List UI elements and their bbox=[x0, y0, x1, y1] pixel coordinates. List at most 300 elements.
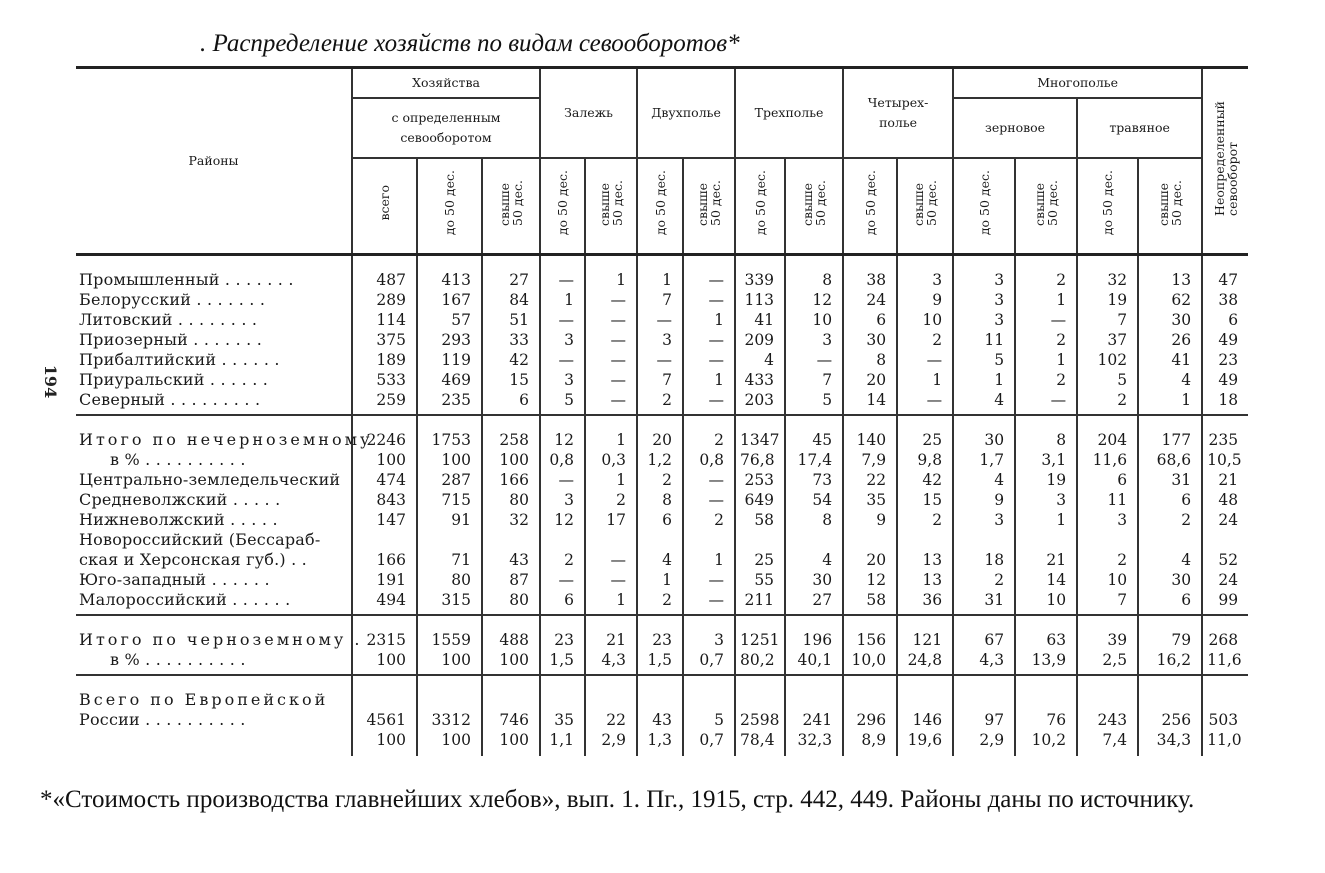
table-cell: 20 bbox=[843, 550, 897, 570]
table-cell bbox=[585, 675, 637, 710]
table-row bbox=[76, 390, 1248, 415]
table-cell: 0,7 bbox=[683, 650, 735, 675]
table-cell: 5 bbox=[953, 350, 1015, 370]
table-cell: — bbox=[540, 470, 585, 490]
table-cell: 2598 bbox=[735, 710, 785, 730]
table-cell: 8 bbox=[637, 490, 683, 510]
table-cell: 2 bbox=[1015, 370, 1077, 390]
table-cell: 3 bbox=[540, 330, 585, 350]
table-cell: 209 bbox=[735, 330, 785, 350]
table-cell: 433 bbox=[735, 370, 785, 390]
table-cell: 11,6 bbox=[1077, 450, 1138, 470]
table-cell: — bbox=[585, 310, 637, 330]
page-number: 194 bbox=[41, 364, 61, 399]
table-cell: 6 bbox=[843, 310, 897, 330]
table-cell: 1 bbox=[683, 550, 735, 570]
table-cell: 2,5 bbox=[1077, 650, 1138, 675]
table-cell: 100 bbox=[482, 730, 540, 756]
table-cell: — bbox=[637, 350, 683, 370]
table-cell: 10 bbox=[785, 310, 843, 330]
table-cell: 10 bbox=[1015, 590, 1077, 615]
table-cell: 7 bbox=[1077, 590, 1138, 615]
table-cell: 8 bbox=[1015, 415, 1077, 450]
row-label: Средневолжский . . . . . bbox=[79, 490, 281, 509]
table-cell: — bbox=[683, 570, 735, 590]
row-label: Итого по черноземному . bbox=[79, 630, 363, 649]
table-cell: 12 bbox=[843, 570, 897, 590]
table-cell: 4 bbox=[1138, 550, 1202, 570]
row-label: Белорусский . . . . . . . bbox=[79, 290, 266, 309]
table-cell: 12 bbox=[540, 415, 585, 450]
table-cell: 25 bbox=[897, 415, 953, 450]
table-cell: 2,9 bbox=[953, 730, 1015, 756]
table-cell: 1 bbox=[1015, 290, 1077, 310]
row-label: Малороссийский . . . . . . bbox=[76, 590, 352, 615]
table-cell: 91 bbox=[417, 510, 482, 530]
table-cell: 1,5 bbox=[540, 650, 585, 675]
subheader-upto50: до 50 дес. bbox=[540, 158, 585, 255]
table-cell: 5 bbox=[785, 390, 843, 415]
table-row bbox=[76, 675, 1248, 710]
table-cell: 121 bbox=[897, 615, 953, 650]
table-cell: 68,6 bbox=[1138, 450, 1202, 470]
table-cell: 1559 bbox=[417, 615, 482, 650]
row-label: Центрально-земледельческий bbox=[79, 470, 341, 489]
table-cell: 49 bbox=[1202, 370, 1248, 390]
table-cell: 21 bbox=[1015, 550, 1077, 570]
table-cell: 3 bbox=[953, 255, 1015, 291]
table-cell: 30 bbox=[843, 330, 897, 350]
header-three-field: Трехполье bbox=[735, 68, 843, 159]
table-cell: 80 bbox=[482, 590, 540, 615]
table-cell: 100 bbox=[417, 650, 482, 675]
table-cell: — bbox=[683, 470, 735, 490]
table-cell: 14 bbox=[1015, 570, 1077, 590]
table-cell: 375 bbox=[352, 330, 417, 350]
crop-rotation-table bbox=[76, 66, 1248, 756]
table-row bbox=[76, 255, 1248, 291]
table-cell: 55 bbox=[735, 570, 785, 590]
table-cell: 45 bbox=[785, 415, 843, 450]
table-cell: 15 bbox=[482, 370, 540, 390]
table-cell: 4 bbox=[785, 550, 843, 570]
table-cell: — bbox=[540, 350, 585, 370]
subheader-over50: свыше 50 дес. bbox=[585, 158, 637, 255]
table-cell: 26 bbox=[1138, 330, 1202, 350]
table-cell: 9 bbox=[843, 510, 897, 530]
table-cell bbox=[540, 675, 585, 710]
table-title-text: . Распределение хозяйств по видам севооборотов* bbox=[200, 30, 740, 57]
table-cell: 52 bbox=[1202, 550, 1248, 570]
subheader-upto50: до 50 дес. bbox=[1077, 158, 1138, 255]
table-cell: 2 bbox=[1015, 330, 1077, 350]
table-cell: 3,1 bbox=[1015, 450, 1077, 470]
table-cell: 1 bbox=[585, 415, 637, 450]
table-cell: 24,8 bbox=[897, 650, 953, 675]
table-cell: — bbox=[683, 350, 735, 370]
table-row bbox=[76, 590, 1248, 615]
table-cell bbox=[540, 530, 585, 550]
table-cell: 100 bbox=[352, 650, 417, 675]
table-cell: 31 bbox=[1138, 470, 1202, 490]
table-cell: 12 bbox=[540, 510, 585, 530]
table-cell: 3 bbox=[953, 310, 1015, 330]
table-cell: 24 bbox=[1202, 510, 1248, 530]
table-cell: 2 bbox=[1077, 550, 1138, 570]
table-cell: 31 bbox=[953, 590, 1015, 615]
table-cell: 9 bbox=[897, 290, 953, 310]
table-row bbox=[76, 350, 1248, 370]
row-label: Прибалтийский . . . . . . bbox=[79, 350, 280, 369]
table-cell: 649 bbox=[735, 490, 785, 510]
row-label: Литовский . . . . . . . . bbox=[79, 310, 258, 329]
table-cell: 20 bbox=[843, 370, 897, 390]
table-cell: 203 bbox=[735, 390, 785, 415]
table-cell: 293 bbox=[417, 330, 482, 350]
row-label: Всего по Европейской bbox=[79, 690, 329, 709]
table-cell: 2 bbox=[1077, 390, 1138, 415]
table-cell bbox=[637, 675, 683, 710]
table-cell: 27 bbox=[482, 255, 540, 291]
subheader-over50: свыше 50 дес. bbox=[897, 158, 953, 255]
table-cell: 2 bbox=[585, 490, 637, 510]
row-label: Итого по нечерноземному bbox=[79, 430, 373, 449]
subheader-upto50: до 50 дес. bbox=[637, 158, 683, 255]
table-cell: 1 bbox=[683, 310, 735, 330]
table-cell: 22 bbox=[585, 710, 637, 730]
row-label: Нижневолжский . . . . . bbox=[79, 510, 278, 529]
table-cell: 30 bbox=[1138, 310, 1202, 330]
row-label bbox=[76, 730, 352, 756]
table-cell: 6 bbox=[1138, 590, 1202, 615]
table-cell: 204 bbox=[1077, 415, 1138, 450]
subheader-over50: свыше 50 дес. bbox=[1015, 158, 1077, 255]
table-cell: 256 bbox=[1138, 710, 1202, 730]
table-cell: 3 bbox=[785, 330, 843, 350]
table-cell: 243 bbox=[1077, 710, 1138, 730]
table-cell: 7 bbox=[785, 370, 843, 390]
table-cell: 6 bbox=[1138, 490, 1202, 510]
table-cell: 16,2 bbox=[1138, 650, 1202, 675]
table-cell: 4 bbox=[637, 550, 683, 570]
table-cell: 4,3 bbox=[585, 650, 637, 675]
table-cell: 3 bbox=[1015, 490, 1077, 510]
table-cell: 8 bbox=[843, 350, 897, 370]
table-cell: 42 bbox=[482, 350, 540, 370]
table-cell: 27 bbox=[785, 590, 843, 615]
table-cell: — bbox=[585, 550, 637, 570]
table-cell: 20 bbox=[637, 415, 683, 450]
header-grain: зерновое bbox=[953, 98, 1077, 158]
table-cell bbox=[1138, 675, 1202, 710]
table-cell bbox=[1138, 530, 1202, 550]
table-cell: 10,5 bbox=[1202, 450, 1248, 470]
table-cell: 1347 bbox=[735, 415, 785, 450]
table-row bbox=[76, 290, 1248, 310]
table-cell: 259 bbox=[352, 390, 417, 415]
table-cell: 8,9 bbox=[843, 730, 897, 756]
table-cell bbox=[735, 530, 785, 550]
table-cell: 6 bbox=[482, 390, 540, 415]
header-regions: Районы bbox=[76, 68, 352, 255]
table-cell: 34,3 bbox=[1138, 730, 1202, 756]
table-cell: 1 bbox=[953, 370, 1015, 390]
table-cell: 19 bbox=[1015, 470, 1077, 490]
table-cell: — bbox=[1015, 390, 1077, 415]
table-cell bbox=[785, 530, 843, 550]
table-row bbox=[76, 550, 1248, 570]
table-cell bbox=[482, 675, 540, 710]
table-cell: 21 bbox=[585, 615, 637, 650]
table-cell bbox=[1077, 675, 1138, 710]
table-cell: 3 bbox=[1077, 510, 1138, 530]
table-cell: 71 bbox=[417, 550, 482, 570]
table-cell: 289 bbox=[352, 290, 417, 310]
table-cell: 494 bbox=[352, 590, 417, 615]
table-cell: 67 bbox=[953, 615, 1015, 650]
table-cell: 4 bbox=[1138, 370, 1202, 390]
table-cell: 11,6 bbox=[1202, 650, 1248, 675]
table-cell: 1 bbox=[1138, 390, 1202, 415]
table-cell bbox=[897, 530, 953, 550]
table-cell: 5 bbox=[540, 390, 585, 415]
table-cell bbox=[683, 675, 735, 710]
table-cell bbox=[1077, 530, 1138, 550]
table-cell: 1 bbox=[1015, 510, 1077, 530]
table-cell: 4 bbox=[953, 470, 1015, 490]
table-cell: 3 bbox=[953, 510, 1015, 530]
table-cell: 235 bbox=[417, 390, 482, 415]
header-undefined-rotation-text: Неопределенный севооборот bbox=[1211, 100, 1240, 216]
table-cell: 2 bbox=[637, 590, 683, 615]
table-cell: 11 bbox=[953, 330, 1015, 350]
table-cell: — bbox=[540, 255, 585, 291]
row-label: Приуральский . . . . . . bbox=[79, 370, 269, 389]
table-cell: 11,0 bbox=[1202, 730, 1248, 756]
table-cell: 7 bbox=[1077, 310, 1138, 330]
table-cell: 746 bbox=[482, 710, 540, 730]
table-cell: 1 bbox=[585, 590, 637, 615]
table-cell: 10 bbox=[897, 310, 953, 330]
table-cell bbox=[1202, 675, 1248, 710]
table-cell: 6 bbox=[540, 590, 585, 615]
table-cell: 5 bbox=[683, 710, 735, 730]
subheader-over50: свыше 50 дес. bbox=[482, 158, 540, 255]
table-cell bbox=[953, 675, 1015, 710]
table-cell: — bbox=[585, 570, 637, 590]
table-cell: 166 bbox=[352, 550, 417, 570]
row-label: России . . . . . . . . . . bbox=[79, 710, 246, 729]
table-cell: 196 bbox=[785, 615, 843, 650]
table-title bbox=[40, 30, 740, 58]
table-cell: 58 bbox=[843, 590, 897, 615]
table-cell: 113 bbox=[735, 290, 785, 310]
table-cell bbox=[785, 675, 843, 710]
table-cell: 4561 bbox=[352, 710, 417, 730]
table-cell: 18 bbox=[953, 550, 1015, 570]
table-cell: 84 bbox=[482, 290, 540, 310]
table-cell bbox=[1202, 530, 1248, 550]
table-row bbox=[76, 310, 1248, 330]
table-cell: 1,1 bbox=[540, 730, 585, 756]
table-cell: 13,9 bbox=[1015, 650, 1077, 675]
header-two-field: Двухполье bbox=[637, 68, 735, 159]
table-cell: — bbox=[683, 290, 735, 310]
table-cell: 119 bbox=[417, 350, 482, 370]
table-cell: 1,5 bbox=[637, 650, 683, 675]
table-cell: 80 bbox=[482, 490, 540, 510]
table-cell: 1251 bbox=[735, 615, 785, 650]
table-cell: 13 bbox=[897, 550, 953, 570]
table-cell: 2 bbox=[637, 470, 683, 490]
table-row bbox=[76, 470, 1248, 490]
table-cell: 19,6 bbox=[897, 730, 953, 756]
table-cell: 4 bbox=[735, 350, 785, 370]
table-cell: 17 bbox=[585, 510, 637, 530]
table-cell: 2 bbox=[1015, 255, 1077, 291]
table-row bbox=[76, 490, 1248, 510]
table-cell: 99 bbox=[1202, 590, 1248, 615]
footnote: *«Стоимость производства главнейших хлебов», вып. 1. Пг., 1915, стр. 442, 449. Районы даны по источнику. bbox=[40, 786, 1195, 813]
table-cell: 23 bbox=[1202, 350, 1248, 370]
table-cell bbox=[735, 675, 785, 710]
table-cell: 2 bbox=[540, 550, 585, 570]
table-cell: 114 bbox=[352, 310, 417, 330]
row-label: Юго-западный . . . . . . bbox=[79, 570, 270, 589]
table-cell: 7,4 bbox=[1077, 730, 1138, 756]
row-label: в % . . . . . . . . . . bbox=[110, 450, 246, 469]
table-cell: 253 bbox=[735, 470, 785, 490]
table-cell: 78,4 bbox=[735, 730, 785, 756]
table-cell: 2315 bbox=[352, 615, 417, 650]
table-cell: — bbox=[897, 350, 953, 370]
row-label: Промышленный . . . . . . . bbox=[79, 270, 294, 289]
table-cell: — bbox=[1015, 310, 1077, 330]
table-cell: 715 bbox=[417, 490, 482, 510]
table-cell: 2 bbox=[897, 330, 953, 350]
table-cell: 32,3 bbox=[785, 730, 843, 756]
table-cell: 49 bbox=[1202, 330, 1248, 350]
table-cell: 76 bbox=[1015, 710, 1077, 730]
table-cell: 6 bbox=[1202, 310, 1248, 330]
table-cell: 100 bbox=[352, 730, 417, 756]
subheader-upto50: до 50 дес. bbox=[953, 158, 1015, 255]
table-cell: 32 bbox=[1077, 255, 1138, 291]
header-grass: травяное bbox=[1077, 98, 1202, 158]
table-cell: 3 bbox=[683, 615, 735, 650]
table-cell: 13 bbox=[897, 570, 953, 590]
table-cell: 469 bbox=[417, 370, 482, 390]
table-cell bbox=[1015, 530, 1077, 550]
table-cell: 1 bbox=[585, 255, 637, 291]
table-cell: 10,2 bbox=[1015, 730, 1077, 756]
table-cell: — bbox=[785, 350, 843, 370]
row-label: Северный . . . . . . . . . bbox=[76, 390, 352, 415]
table-cell: 23 bbox=[540, 615, 585, 650]
table-cell: 35 bbox=[843, 490, 897, 510]
table-cell bbox=[352, 530, 417, 550]
header-farms: Хозяйства bbox=[352, 68, 540, 99]
table-row bbox=[76, 330, 1248, 350]
table-cell: — bbox=[683, 590, 735, 615]
table-cell: 73 bbox=[785, 470, 843, 490]
table-cell: 37 bbox=[1077, 330, 1138, 350]
table-cell: — bbox=[683, 490, 735, 510]
table-cell: 36 bbox=[897, 590, 953, 615]
table-cell: 40,1 bbox=[785, 650, 843, 675]
table-cell: 0,3 bbox=[585, 450, 637, 470]
table-cell: 24 bbox=[843, 290, 897, 310]
table-cell: — bbox=[683, 255, 735, 291]
table-cell: 1,7 bbox=[953, 450, 1015, 470]
row-label: ская и Херсонская губ.) . . bbox=[79, 550, 307, 569]
table-cell: 2246 bbox=[352, 415, 417, 450]
table-cell: 2,9 bbox=[585, 730, 637, 756]
table-cell: 87 bbox=[482, 570, 540, 590]
table-row bbox=[76, 615, 1248, 650]
table-cell: 1,3 bbox=[637, 730, 683, 756]
header-fallow: Залежь bbox=[540, 68, 637, 159]
table-cell: 3312 bbox=[417, 710, 482, 730]
table-cell: 3 bbox=[897, 255, 953, 291]
table-cell: 38 bbox=[843, 255, 897, 291]
table-cell bbox=[352, 675, 417, 710]
table-body bbox=[76, 255, 1248, 757]
table-cell: 43 bbox=[482, 550, 540, 570]
table-cell: 296 bbox=[843, 710, 897, 730]
table-cell: 22 bbox=[843, 470, 897, 490]
table-cell: 268 bbox=[1202, 615, 1248, 650]
table-cell: — bbox=[683, 330, 735, 350]
table-cell: 23 bbox=[637, 615, 683, 650]
table-cell: 1753 bbox=[417, 415, 482, 450]
table-cell: — bbox=[637, 310, 683, 330]
subheader-over50: свыше 50 дес. bbox=[785, 158, 843, 255]
row-label: в % . . . . . . . . . . bbox=[76, 650, 352, 675]
table-cell: 100 bbox=[482, 450, 540, 470]
subheader-upto50: до 50 дес. bbox=[843, 158, 897, 255]
table-row bbox=[76, 730, 1248, 756]
table-cell: — bbox=[585, 390, 637, 415]
table-cell: 2 bbox=[1138, 510, 1202, 530]
table-cell: — bbox=[585, 370, 637, 390]
table-cell: 413 bbox=[417, 255, 482, 291]
table-cell: 80 bbox=[417, 570, 482, 590]
table-cell: 9,8 bbox=[897, 450, 953, 470]
table-cell: 533 bbox=[352, 370, 417, 390]
table-cell: 147 bbox=[352, 510, 417, 530]
table-cell: 4 bbox=[953, 390, 1015, 415]
table-cell: 51 bbox=[482, 310, 540, 330]
table-cell: 10,0 bbox=[843, 650, 897, 675]
table-cell: 57 bbox=[417, 310, 482, 330]
table-cell bbox=[417, 675, 482, 710]
table-cell: 1 bbox=[540, 290, 585, 310]
table-cell: 10 bbox=[1077, 570, 1138, 590]
table-row bbox=[76, 650, 1248, 675]
table-cell: 24 bbox=[1202, 570, 1248, 590]
table-cell bbox=[482, 530, 540, 550]
table-cell: 1 bbox=[683, 370, 735, 390]
table-cell: 25 bbox=[735, 550, 785, 570]
table-cell: 8 bbox=[785, 255, 843, 291]
table-row bbox=[76, 370, 1248, 390]
table-cell: 100 bbox=[417, 730, 482, 756]
subheader-over50: свыше 50 дес. bbox=[1138, 158, 1202, 255]
table-cell: 1 bbox=[585, 470, 637, 490]
table-cell: 3 bbox=[540, 490, 585, 510]
subheader-upto50: до 50 дес. bbox=[417, 158, 482, 255]
